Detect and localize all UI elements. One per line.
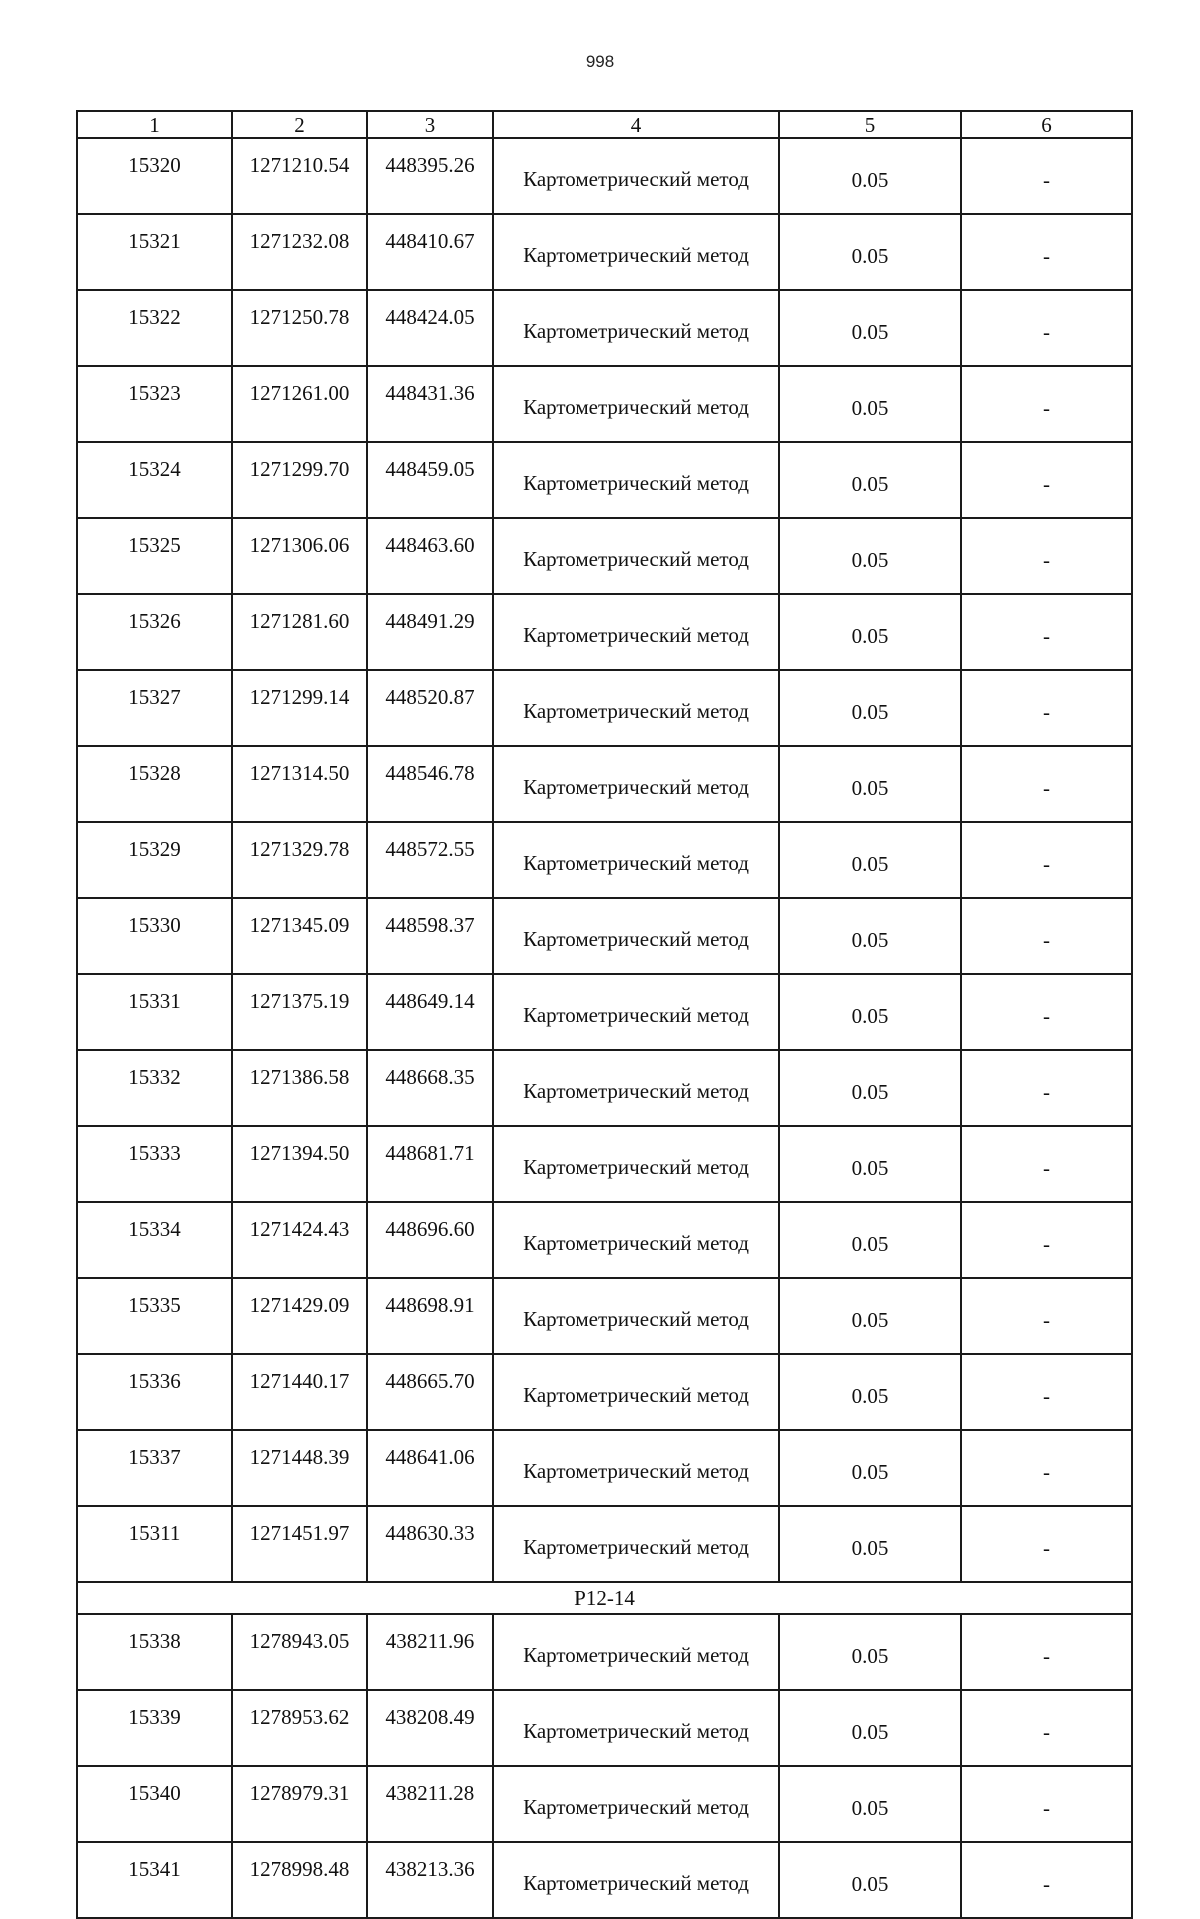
method-cell: Картометрический метод	[493, 290, 779, 366]
method-cell: Картометрический метод	[493, 1842, 779, 1918]
column-header: 6	[961, 111, 1132, 138]
x-coordinate-cell: 1271299.70	[232, 442, 367, 518]
y-coordinate-cell: 438211.28	[367, 1766, 493, 1842]
note-cell: -	[961, 1430, 1132, 1506]
table-row	[77, 214, 1132, 290]
point-number-cell: 15339	[77, 1690, 232, 1766]
y-coordinate-cell: 448546.78	[367, 746, 493, 822]
method-cell: Картометрический метод	[493, 1614, 779, 1690]
accuracy-cell: 0.05	[779, 1506, 961, 1582]
note-cell: -	[961, 898, 1132, 974]
table-row	[77, 1126, 1132, 1202]
x-coordinate-cell: 1271210.54	[232, 138, 367, 214]
method-cell: Картометрический метод	[493, 594, 779, 670]
x-coordinate-cell: 1271386.58	[232, 1050, 367, 1126]
note-cell: -	[961, 442, 1132, 518]
coordinates-table	[76, 110, 1133, 1919]
point-number-cell: 15325	[77, 518, 232, 594]
note-cell: -	[961, 1842, 1132, 1918]
point-number-cell: 15311	[77, 1506, 232, 1582]
note-cell: -	[961, 366, 1132, 442]
y-coordinate-cell: 438211.96	[367, 1614, 493, 1690]
section-header-row	[77, 1582, 1132, 1614]
y-coordinate-cell: 448395.26	[367, 138, 493, 214]
x-coordinate-cell: 1271345.09	[232, 898, 367, 974]
method-cell: Картометрический метод	[493, 822, 779, 898]
table-row	[77, 290, 1132, 366]
column-header: 4	[493, 111, 779, 138]
point-number-cell: 15333	[77, 1126, 232, 1202]
point-number-cell: 15335	[77, 1278, 232, 1354]
method-cell: Картометрический метод	[493, 366, 779, 442]
y-coordinate-cell: 448598.37	[367, 898, 493, 974]
x-coordinate-cell: 1271375.19	[232, 974, 367, 1050]
note-cell: -	[961, 822, 1132, 898]
accuracy-cell: 0.05	[779, 1766, 961, 1842]
method-cell: Картометрический метод	[493, 1050, 779, 1126]
point-number-cell: 15332	[77, 1050, 232, 1126]
y-coordinate-cell: 448410.67	[367, 214, 493, 290]
x-coordinate-cell: 1271440.17	[232, 1354, 367, 1430]
y-coordinate-cell: 438213.36	[367, 1842, 493, 1918]
point-number-cell: 15326	[77, 594, 232, 670]
note-cell: -	[961, 670, 1132, 746]
table-row	[77, 974, 1132, 1050]
table-row	[77, 1050, 1132, 1126]
y-coordinate-cell: 448520.87	[367, 670, 493, 746]
x-coordinate-cell: 1271299.14	[232, 670, 367, 746]
method-cell: Картометрический метод	[493, 138, 779, 214]
y-coordinate-cell: 448665.70	[367, 1354, 493, 1430]
accuracy-cell: 0.05	[779, 1050, 961, 1126]
column-header-row	[77, 111, 1132, 138]
table-row	[77, 138, 1132, 214]
y-coordinate-cell: 448459.05	[367, 442, 493, 518]
table-row	[77, 1278, 1132, 1354]
note-cell: -	[961, 1506, 1132, 1582]
point-number-cell: 15337	[77, 1430, 232, 1506]
table-row	[77, 1690, 1132, 1766]
point-number-cell: 15323	[77, 366, 232, 442]
note-cell: -	[961, 290, 1132, 366]
x-coordinate-cell: 1271424.43	[232, 1202, 367, 1278]
table-row	[77, 594, 1132, 670]
accuracy-cell: 0.05	[779, 1354, 961, 1430]
point-number-cell: 15330	[77, 898, 232, 974]
y-coordinate-cell: 448572.55	[367, 822, 493, 898]
y-coordinate-cell: 448491.29	[367, 594, 493, 670]
y-coordinate-cell: 448681.71	[367, 1126, 493, 1202]
accuracy-cell: 0.05	[779, 1202, 961, 1278]
x-coordinate-cell: 1271281.60	[232, 594, 367, 670]
y-coordinate-cell: 448698.91	[367, 1278, 493, 1354]
method-cell: Картометрический метод	[493, 746, 779, 822]
point-number-cell: 15328	[77, 746, 232, 822]
y-coordinate-cell: 448641.06	[367, 1430, 493, 1506]
method-cell: Картометрический метод	[493, 1354, 779, 1430]
point-number-cell: 15327	[77, 670, 232, 746]
point-number-cell: 15334	[77, 1202, 232, 1278]
table-row	[77, 442, 1132, 518]
table-row	[77, 366, 1132, 442]
y-coordinate-cell: 448431.36	[367, 366, 493, 442]
x-coordinate-cell: 1271250.78	[232, 290, 367, 366]
accuracy-cell: 0.05	[779, 1842, 961, 1918]
y-coordinate-cell: 448630.33	[367, 1506, 493, 1582]
column-header: 1	[77, 111, 232, 138]
x-coordinate-cell: 1271448.39	[232, 1430, 367, 1506]
x-coordinate-cell: 1271314.50	[232, 746, 367, 822]
note-cell: -	[961, 1050, 1132, 1126]
table-row	[77, 1766, 1132, 1842]
point-number-cell: 15341	[77, 1842, 232, 1918]
method-cell: Картометрический метод	[493, 1766, 779, 1842]
note-cell: -	[961, 1690, 1132, 1766]
y-coordinate-cell: 448696.60	[367, 1202, 493, 1278]
point-number-cell: 15321	[77, 214, 232, 290]
point-number-cell: 15336	[77, 1354, 232, 1430]
accuracy-cell: 0.05	[779, 898, 961, 974]
table-row	[77, 1202, 1132, 1278]
table-row	[77, 1506, 1132, 1582]
note-cell: -	[961, 214, 1132, 290]
accuracy-cell: 0.05	[779, 594, 961, 670]
note-cell: -	[961, 1202, 1132, 1278]
method-cell: Картометрический метод	[493, 974, 779, 1050]
table-row	[77, 1430, 1132, 1506]
accuracy-cell: 0.05	[779, 138, 961, 214]
table-row	[77, 1614, 1132, 1690]
note-cell: -	[961, 1354, 1132, 1430]
method-cell: Картометрический метод	[493, 1278, 779, 1354]
accuracy-cell: 0.05	[779, 518, 961, 594]
note-cell: -	[961, 1126, 1132, 1202]
x-coordinate-cell: 1278979.31	[232, 1766, 367, 1842]
y-coordinate-cell: 448649.14	[367, 974, 493, 1050]
method-cell: Картометрический метод	[493, 214, 779, 290]
method-cell: Картометрический метод	[493, 1430, 779, 1506]
note-cell: -	[961, 1614, 1132, 1690]
x-coordinate-cell: 1271429.09	[232, 1278, 367, 1354]
method-cell: Картометрический метод	[493, 1506, 779, 1582]
method-cell: Картометрический метод	[493, 442, 779, 518]
table-row	[77, 1354, 1132, 1430]
column-header: 2	[232, 111, 367, 138]
note-cell: -	[961, 138, 1132, 214]
table-row	[77, 518, 1132, 594]
accuracy-cell: 0.05	[779, 1278, 961, 1354]
note-cell: -	[961, 518, 1132, 594]
point-number-cell: 15340	[77, 1766, 232, 1842]
method-cell: Картометрический метод	[493, 1126, 779, 1202]
x-coordinate-cell: 1271451.97	[232, 1506, 367, 1582]
point-number-cell: 15320	[77, 138, 232, 214]
accuracy-cell: 0.05	[779, 746, 961, 822]
accuracy-cell: 0.05	[779, 214, 961, 290]
point-number-cell: 15329	[77, 822, 232, 898]
point-number-cell: 15338	[77, 1614, 232, 1690]
accuracy-cell: 0.05	[779, 1690, 961, 1766]
y-coordinate-cell: 438208.49	[367, 1690, 493, 1766]
accuracy-cell: 0.05	[779, 670, 961, 746]
accuracy-cell: 0.05	[779, 1614, 961, 1690]
y-coordinate-cell: 448668.35	[367, 1050, 493, 1126]
table-row	[77, 898, 1132, 974]
method-cell: Картометрический метод	[493, 898, 779, 974]
table-row	[77, 746, 1132, 822]
note-cell: -	[961, 1278, 1132, 1354]
note-cell: -	[961, 974, 1132, 1050]
column-header: 5	[779, 111, 961, 138]
accuracy-cell: 0.05	[779, 1126, 961, 1202]
table-row	[77, 1842, 1132, 1918]
accuracy-cell: 0.05	[779, 974, 961, 1050]
method-cell: Картометрический метод	[493, 1690, 779, 1766]
section-label: Р12-14	[77, 1582, 1132, 1614]
accuracy-cell: 0.05	[779, 822, 961, 898]
accuracy-cell: 0.05	[779, 442, 961, 518]
y-coordinate-cell: 448463.60	[367, 518, 493, 594]
x-coordinate-cell: 1271329.78	[232, 822, 367, 898]
table-row	[77, 670, 1132, 746]
note-cell: -	[961, 1766, 1132, 1842]
x-coordinate-cell: 1271394.50	[232, 1126, 367, 1202]
y-coordinate-cell: 448424.05	[367, 290, 493, 366]
accuracy-cell: 0.05	[779, 1430, 961, 1506]
x-coordinate-cell: 1278953.62	[232, 1690, 367, 1766]
method-cell: Картометрический метод	[493, 518, 779, 594]
x-coordinate-cell: 1271306.06	[232, 518, 367, 594]
column-header: 3	[367, 111, 493, 138]
accuracy-cell: 0.05	[779, 290, 961, 366]
point-number-cell: 15331	[77, 974, 232, 1050]
table-row	[77, 822, 1132, 898]
x-coordinate-cell: 1271261.00	[232, 366, 367, 442]
note-cell: -	[961, 746, 1132, 822]
note-cell: -	[961, 594, 1132, 670]
point-number-cell: 15322	[77, 290, 232, 366]
accuracy-cell: 0.05	[779, 366, 961, 442]
method-cell: Картометрический метод	[493, 670, 779, 746]
point-number-cell: 15324	[77, 442, 232, 518]
x-coordinate-cell: 1278943.05	[232, 1614, 367, 1690]
x-coordinate-cell: 1278998.48	[232, 1842, 367, 1918]
method-cell: Картометрический метод	[493, 1202, 779, 1278]
page-number: 998	[585, 52, 615, 71]
x-coordinate-cell: 1271232.08	[232, 214, 367, 290]
